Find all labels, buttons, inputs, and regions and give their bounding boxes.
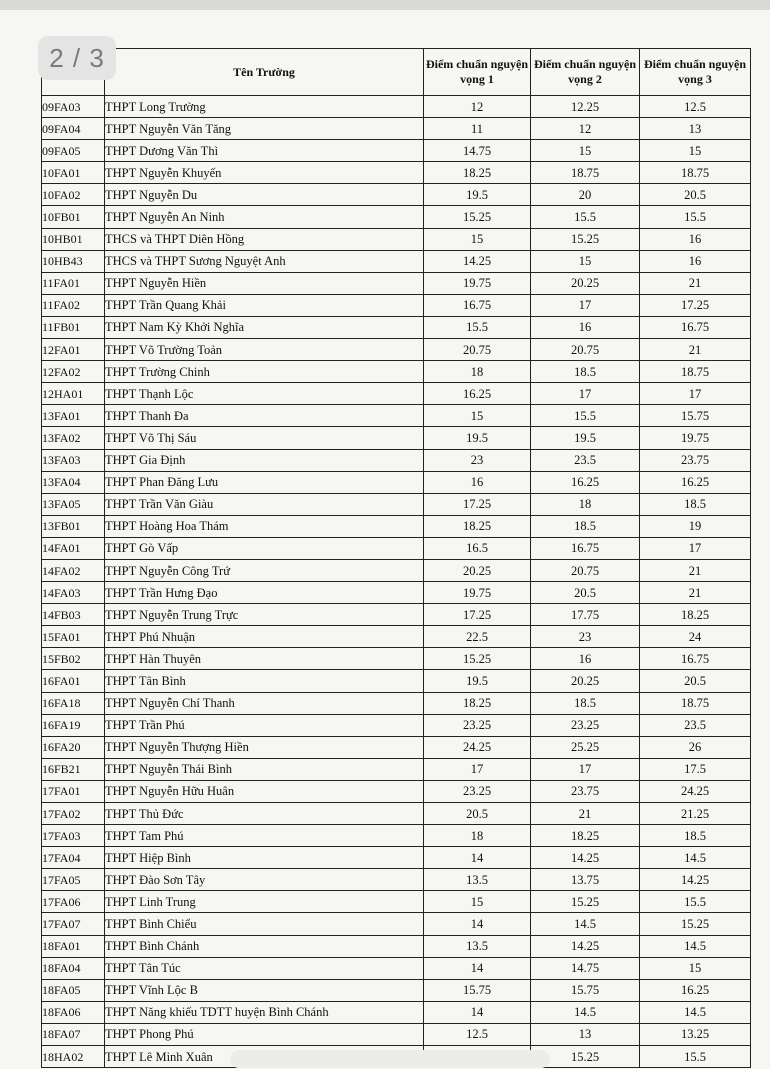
row-school-name: THCS và THPT Sương Nguyệt Anh <box>105 250 424 272</box>
table-row <box>42 803 751 825</box>
row-score-nv3: 15.75 <box>640 405 751 427</box>
row-score-nv2: 19.5 <box>531 427 640 449</box>
row-score-nv3: 18.5 <box>640 493 751 515</box>
row-score-nv1: 24.25 <box>424 736 531 758</box>
row-code: 13FA04 <box>42 471 105 493</box>
row-score-nv3: 21.25 <box>640 803 751 825</box>
row-score-nv3: 16 <box>640 250 751 272</box>
row-code: 17FA02 <box>42 803 105 825</box>
row-score-nv1: 15 <box>424 891 531 913</box>
row-score-nv3: 14.25 <box>640 869 751 891</box>
table-row <box>42 383 751 405</box>
row-score-nv2: 16.25 <box>531 471 640 493</box>
row-code: 09FA04 <box>42 118 105 140</box>
row-score-nv1: 20.25 <box>424 559 531 581</box>
row-score-nv2: 15.25 <box>531 1046 640 1068</box>
row-school-name: THPT Long Trường <box>105 96 424 118</box>
row-score-nv2: 23.5 <box>531 449 640 471</box>
table-row <box>42 427 751 449</box>
row-school-name: THPT Thanh Đa <box>105 405 424 427</box>
row-score-nv2: 18.5 <box>531 361 640 383</box>
row-score-nv2: 20 <box>531 184 640 206</box>
table-row <box>42 294 751 316</box>
row-score-nv3: 14.5 <box>640 935 751 957</box>
table-row <box>42 559 751 581</box>
row-score-nv3: 18.75 <box>640 692 751 714</box>
row-score-nv3: 16.75 <box>640 316 751 338</box>
row-score-nv3: 13 <box>640 118 751 140</box>
row-school-name: THPT Trần Văn Giàu <box>105 493 424 515</box>
row-code: 12FA02 <box>42 361 105 383</box>
row-score-nv3: 21 <box>640 272 751 294</box>
row-school-name: THPT Võ Trường Toản <box>105 339 424 361</box>
table-row <box>42 405 751 427</box>
table-row <box>42 228 751 250</box>
row-score-nv2: 16 <box>531 316 640 338</box>
row-code: 10FA02 <box>42 184 105 206</box>
row-code: 09FA05 <box>42 140 105 162</box>
row-school-name: THPT Nguyễn Hữu Huân <box>105 780 424 802</box>
row-score-nv1: 16.75 <box>424 294 531 316</box>
row-score-nv2: 13 <box>531 1023 640 1045</box>
row-score-nv3: 17.5 <box>640 758 751 780</box>
row-score-nv1: 14 <box>424 847 531 869</box>
table-row <box>42 780 751 802</box>
row-code: 16FA19 <box>42 714 105 736</box>
row-code: 14FA01 <box>42 537 105 559</box>
admission-scores-table <box>41 48 751 1068</box>
row-school-name: THPT Hiệp Bình <box>105 847 424 869</box>
row-code: 17FA04 <box>42 847 105 869</box>
row-school-name: THPT Bình Chiểu <box>105 913 424 935</box>
row-school-name: THPT Võ Thị Sáu <box>105 427 424 449</box>
row-school-name: THPT Tam Phú <box>105 825 424 847</box>
row-code: 16FA20 <box>42 736 105 758</box>
table-row <box>42 979 751 1001</box>
table-row <box>42 847 751 869</box>
row-school-name: THPT Nguyễn Khuyến <box>105 162 424 184</box>
row-score-nv2: 15.25 <box>531 891 640 913</box>
row-score-nv2: 23.25 <box>531 714 640 736</box>
row-score-nv3: 17 <box>640 537 751 559</box>
header-score-nv1: Điểm chuẩn nguyện vọng 1 <box>424 49 531 96</box>
table-row <box>42 184 751 206</box>
row-score-nv1: 17 <box>424 758 531 780</box>
row-score-nv1: 20.5 <box>424 803 531 825</box>
table-row <box>42 471 751 493</box>
row-score-nv2: 17 <box>531 758 640 780</box>
row-score-nv2: 14.25 <box>531 935 640 957</box>
row-score-nv1: 23 <box>424 449 531 471</box>
row-school-name: THPT Trần Phú <box>105 714 424 736</box>
row-score-nv2: 23 <box>531 626 640 648</box>
row-score-nv3: 14.5 <box>640 1001 751 1023</box>
row-school-name: THPT Phong Phú <box>105 1023 424 1045</box>
row-score-nv2: 14.75 <box>531 957 640 979</box>
row-score-nv2: 18.5 <box>531 515 640 537</box>
row-score-nv2: 20.75 <box>531 559 640 581</box>
row-score-nv3: 15.5 <box>640 1046 751 1068</box>
row-code: 17FA05 <box>42 869 105 891</box>
row-school-name: THPT Nguyễn Chí Thanh <box>105 692 424 714</box>
row-score-nv2: 16.75 <box>531 537 640 559</box>
row-score-nv3: 16.25 <box>640 471 751 493</box>
row-score-nv2: 18.5 <box>531 692 640 714</box>
row-score-nv2: 15.5 <box>531 206 640 228</box>
row-score-nv1: 16 <box>424 471 531 493</box>
row-score-nv1: 19.5 <box>424 184 531 206</box>
row-school-name: THPT Nguyễn Hiền <box>105 272 424 294</box>
row-score-nv3: 24 <box>640 626 751 648</box>
row-score-nv1: 16.25 <box>424 383 531 405</box>
row-score-nv3: 17 <box>640 383 751 405</box>
row-code: 11FB01 <box>42 316 105 338</box>
table-row <box>42 140 751 162</box>
row-score-nv1: 12.5 <box>424 1023 531 1045</box>
row-school-name: THCS và THPT Diên Hồng <box>105 228 424 250</box>
row-score-nv2: 20.75 <box>531 339 640 361</box>
row-score-nv3: 15 <box>640 957 751 979</box>
row-code: 14FA02 <box>42 559 105 581</box>
table-row <box>42 449 751 471</box>
row-code: 13FA02 <box>42 427 105 449</box>
row-score-nv3: 18.75 <box>640 162 751 184</box>
row-score-nv2: 15.75 <box>531 979 640 1001</box>
row-score-nv1: 18.25 <box>424 162 531 184</box>
row-code: 13FA05 <box>42 493 105 515</box>
row-school-name: THPT Gia Định <box>105 449 424 471</box>
row-score-nv2: 17 <box>531 294 640 316</box>
row-code: 14FB03 <box>42 604 105 626</box>
row-score-nv2: 18 <box>531 493 640 515</box>
row-code: 18FA04 <box>42 957 105 979</box>
row-score-nv1: 18.25 <box>424 692 531 714</box>
row-code: 13FB01 <box>42 515 105 537</box>
row-school-name: THPT Trần Hưng Đạo <box>105 582 424 604</box>
row-score-nv2: 15 <box>531 250 640 272</box>
row-score-nv3: 12.5 <box>640 96 751 118</box>
row-school-name: THPT Nguyễn Công Trứ <box>105 559 424 581</box>
row-score-nv2: 20.5 <box>531 582 640 604</box>
row-score-nv1: 13.5 <box>424 869 531 891</box>
row-code: 16FA18 <box>42 692 105 714</box>
row-score-nv1: 23.25 <box>424 714 531 736</box>
table-row <box>42 604 751 626</box>
row-score-nv2: 17 <box>531 383 640 405</box>
row-school-name: THPT Trường Chinh <box>105 361 424 383</box>
row-score-nv1: 14.25 <box>424 250 531 272</box>
row-code: 18FA01 <box>42 935 105 957</box>
table-row <box>42 891 751 913</box>
row-score-nv1: 12 <box>424 96 531 118</box>
row-score-nv2: 14.5 <box>531 913 640 935</box>
row-code: 18FA07 <box>42 1023 105 1045</box>
row-code: 10HB01 <box>42 228 105 250</box>
row-score-nv1: 18 <box>424 361 531 383</box>
table-row <box>42 714 751 736</box>
row-code: 10FA01 <box>42 162 105 184</box>
row-score-nv2: 21 <box>531 803 640 825</box>
row-code: 18FA05 <box>42 979 105 1001</box>
table-row <box>42 361 751 383</box>
row-school-name: THPT Gò Vấp <box>105 537 424 559</box>
table-row <box>42 582 751 604</box>
table-row <box>42 515 751 537</box>
row-score-nv3: 19 <box>640 515 751 537</box>
row-score-nv3: 23.5 <box>640 714 751 736</box>
row-score-nv3: 15.5 <box>640 891 751 913</box>
row-score-nv3: 21 <box>640 559 751 581</box>
row-score-nv1: 14 <box>424 957 531 979</box>
row-school-name: THPT Năng khiếu TDTT huyện Bình Chánh <box>105 1001 424 1023</box>
table-row <box>42 736 751 758</box>
row-score-nv3: 19.75 <box>640 427 751 449</box>
row-score-nv3: 13.25 <box>640 1023 751 1045</box>
table-row <box>42 118 751 140</box>
row-school-name: THPT Hoàng Hoa Thám <box>105 515 424 537</box>
row-score-nv2: 16 <box>531 648 640 670</box>
table-row <box>42 957 751 979</box>
row-score-nv2: 18.75 <box>531 162 640 184</box>
row-score-nv2: 14.25 <box>531 847 640 869</box>
row-score-nv1: 20.75 <box>424 339 531 361</box>
row-score-nv3: 24.25 <box>640 780 751 802</box>
table-row <box>42 96 751 118</box>
row-code: 10FB01 <box>42 206 105 228</box>
row-score-nv1: 23.25 <box>424 780 531 802</box>
row-score-nv1: 15.5 <box>424 316 531 338</box>
table-row <box>42 869 751 891</box>
row-score-nv1: 13.5 <box>424 935 531 957</box>
table-row <box>42 537 751 559</box>
row-score-nv3: 17.25 <box>640 294 751 316</box>
row-school-name: THPT Nguyễn Trung Trực <box>105 604 424 626</box>
row-school-name: THPT Thạnh Lộc <box>105 383 424 405</box>
row-code: 13FA03 <box>42 449 105 471</box>
table-row <box>42 250 751 272</box>
row-school-name: THPT Tân Túc <box>105 957 424 979</box>
row-score-nv1: 14 <box>424 913 531 935</box>
table-row <box>42 493 751 515</box>
header-school-name: Tên Trường <box>105 49 424 96</box>
row-score-nv1: 15 <box>424 228 531 250</box>
row-code: 12HA01 <box>42 383 105 405</box>
row-code: 11FA01 <box>42 272 105 294</box>
row-school-name: THPT Hàn Thuyên <box>105 648 424 670</box>
row-score-nv3: 16.25 <box>640 979 751 1001</box>
row-score-nv2: 12 <box>531 118 640 140</box>
table-row <box>42 316 751 338</box>
row-code: 17FA03 <box>42 825 105 847</box>
row-score-nv2: 25.25 <box>531 736 640 758</box>
row-score-nv1: 17.25 <box>424 493 531 515</box>
row-school-name: THPT Nguyễn Du <box>105 184 424 206</box>
row-code: 15FA01 <box>42 626 105 648</box>
row-school-name: THPT Phan Đăng Lưu <box>105 471 424 493</box>
row-score-nv3: 23.75 <box>640 449 751 471</box>
row-score-nv1: 17.25 <box>424 604 531 626</box>
row-score-nv1: 22.5 <box>424 626 531 648</box>
row-school-name: THPT Thủ Đức <box>105 803 424 825</box>
row-score-nv1: 15.25 <box>424 648 531 670</box>
row-code: 16FB21 <box>42 758 105 780</box>
row-score-nv2: 13.75 <box>531 869 640 891</box>
row-score-nv1: 19.75 <box>424 272 531 294</box>
row-code: 15FB02 <box>42 648 105 670</box>
row-code: 09FA03 <box>42 96 105 118</box>
table-row <box>42 692 751 714</box>
row-code: 18FA06 <box>42 1001 105 1023</box>
table-row <box>42 162 751 184</box>
row-score-nv1: 19.5 <box>424 670 531 692</box>
table-row <box>42 825 751 847</box>
row-code: 10HB43 <box>42 250 105 272</box>
table-row <box>42 913 751 935</box>
row-school-name: THPT Nguyễn Thượng Hiền <box>105 736 424 758</box>
table-row <box>42 758 751 780</box>
row-code: 18HA02 <box>42 1046 105 1068</box>
row-score-nv1: 16.5 <box>424 537 531 559</box>
row-score-nv3: 18.5 <box>640 825 751 847</box>
row-score-nv2: 20.25 <box>531 670 640 692</box>
row-score-nv1: 19.75 <box>424 582 531 604</box>
row-score-nv2: 15 <box>531 140 640 162</box>
row-code: 13FA01 <box>42 405 105 427</box>
row-code: 17FA06 <box>42 891 105 913</box>
row-code: 17FA01 <box>42 780 105 802</box>
row-school-name: THPT Vĩnh Lộc B <box>105 979 424 1001</box>
row-score-nv1: 18.25 <box>424 515 531 537</box>
page-indicator-badge: 2 / 3 <box>38 36 116 80</box>
row-school-name: THPT Dương Văn Thì <box>105 140 424 162</box>
row-school-name: THPT Đào Sơn Tây <box>105 869 424 891</box>
row-score-nv3: 20.5 <box>640 184 751 206</box>
table-row <box>42 206 751 228</box>
row-score-nv1: 11 <box>424 118 531 140</box>
table-row <box>42 272 751 294</box>
row-code: 11FA02 <box>42 294 105 316</box>
row-score-nv3: 15 <box>640 140 751 162</box>
row-school-name: THPT Nam Kỳ Khởi Nghĩa <box>105 316 424 338</box>
row-score-nv3: 15.25 <box>640 913 751 935</box>
table-row <box>42 1023 751 1045</box>
row-score-nv2: 12.25 <box>531 96 640 118</box>
row-score-nv1: 15 <box>424 405 531 427</box>
row-code: 14FA03 <box>42 582 105 604</box>
table-row <box>42 626 751 648</box>
row-score-nv2: 15.5 <box>531 405 640 427</box>
row-score-nv2: 17.75 <box>531 604 640 626</box>
row-score-nv1: 14.75 <box>424 140 531 162</box>
row-score-nv1: 14 <box>424 1001 531 1023</box>
row-score-nv2: 18.25 <box>531 825 640 847</box>
row-score-nv2: 14.5 <box>531 1001 640 1023</box>
row-school-name: THPT Nguyễn Văn Tăng <box>105 118 424 140</box>
row-score-nv3: 20.5 <box>640 670 751 692</box>
table-row <box>42 1001 751 1023</box>
header-score-nv3: Điểm chuẩn nguyện vọng 3 <box>640 49 751 96</box>
document-page <box>0 10 770 1069</box>
row-score-nv1: 18 <box>424 825 531 847</box>
table-row <box>42 339 751 361</box>
row-score-nv3: 21 <box>640 339 751 361</box>
row-score-nv3: 18.25 <box>640 604 751 626</box>
row-school-name: THPT Nguyễn Thái Bình <box>105 758 424 780</box>
row-school-name: THPT Tân Bình <box>105 670 424 692</box>
row-school-name: THPT Linh Trung <box>105 891 424 913</box>
row-code: 16FA01 <box>42 670 105 692</box>
row-school-name: THPT Lê Minh Xuân <box>105 1046 424 1068</box>
table-row <box>42 935 751 957</box>
row-code: 12FA01 <box>42 339 105 361</box>
row-code: 17FA07 <box>42 913 105 935</box>
table-row <box>42 670 751 692</box>
row-score-nv2: 23.75 <box>531 780 640 802</box>
row-score-nv2: 20.25 <box>531 272 640 294</box>
row-score-nv3: 14.5 <box>640 847 751 869</box>
row-score-nv3: 16 <box>640 228 751 250</box>
row-score-nv1: 19.5 <box>424 427 531 449</box>
row-school-name: THPT Trần Quang Khải <box>105 294 424 316</box>
row-school-name: THPT Phú Nhuận <box>105 626 424 648</box>
row-score-nv3: 21 <box>640 582 751 604</box>
row-school-name: THPT Bình Chánh <box>105 935 424 957</box>
row-score-nv3: 15.5 <box>640 206 751 228</box>
row-score-nv1: 15.25 <box>424 206 531 228</box>
row-score-nv2: 15.25 <box>531 228 640 250</box>
row-score-nv3: 16.75 <box>640 648 751 670</box>
row-score-nv1: 15.75 <box>424 979 531 1001</box>
bottom-shadow <box>230 1050 550 1068</box>
row-school-name: THPT Nguyễn An Ninh <box>105 206 424 228</box>
table-row <box>42 648 751 670</box>
header-score-nv2: Điểm chuẩn nguyện vọng 2 <box>531 49 640 96</box>
table-header-row <box>42 49 751 96</box>
row-score-nv3: 26 <box>640 736 751 758</box>
row-score-nv3: 18.75 <box>640 361 751 383</box>
